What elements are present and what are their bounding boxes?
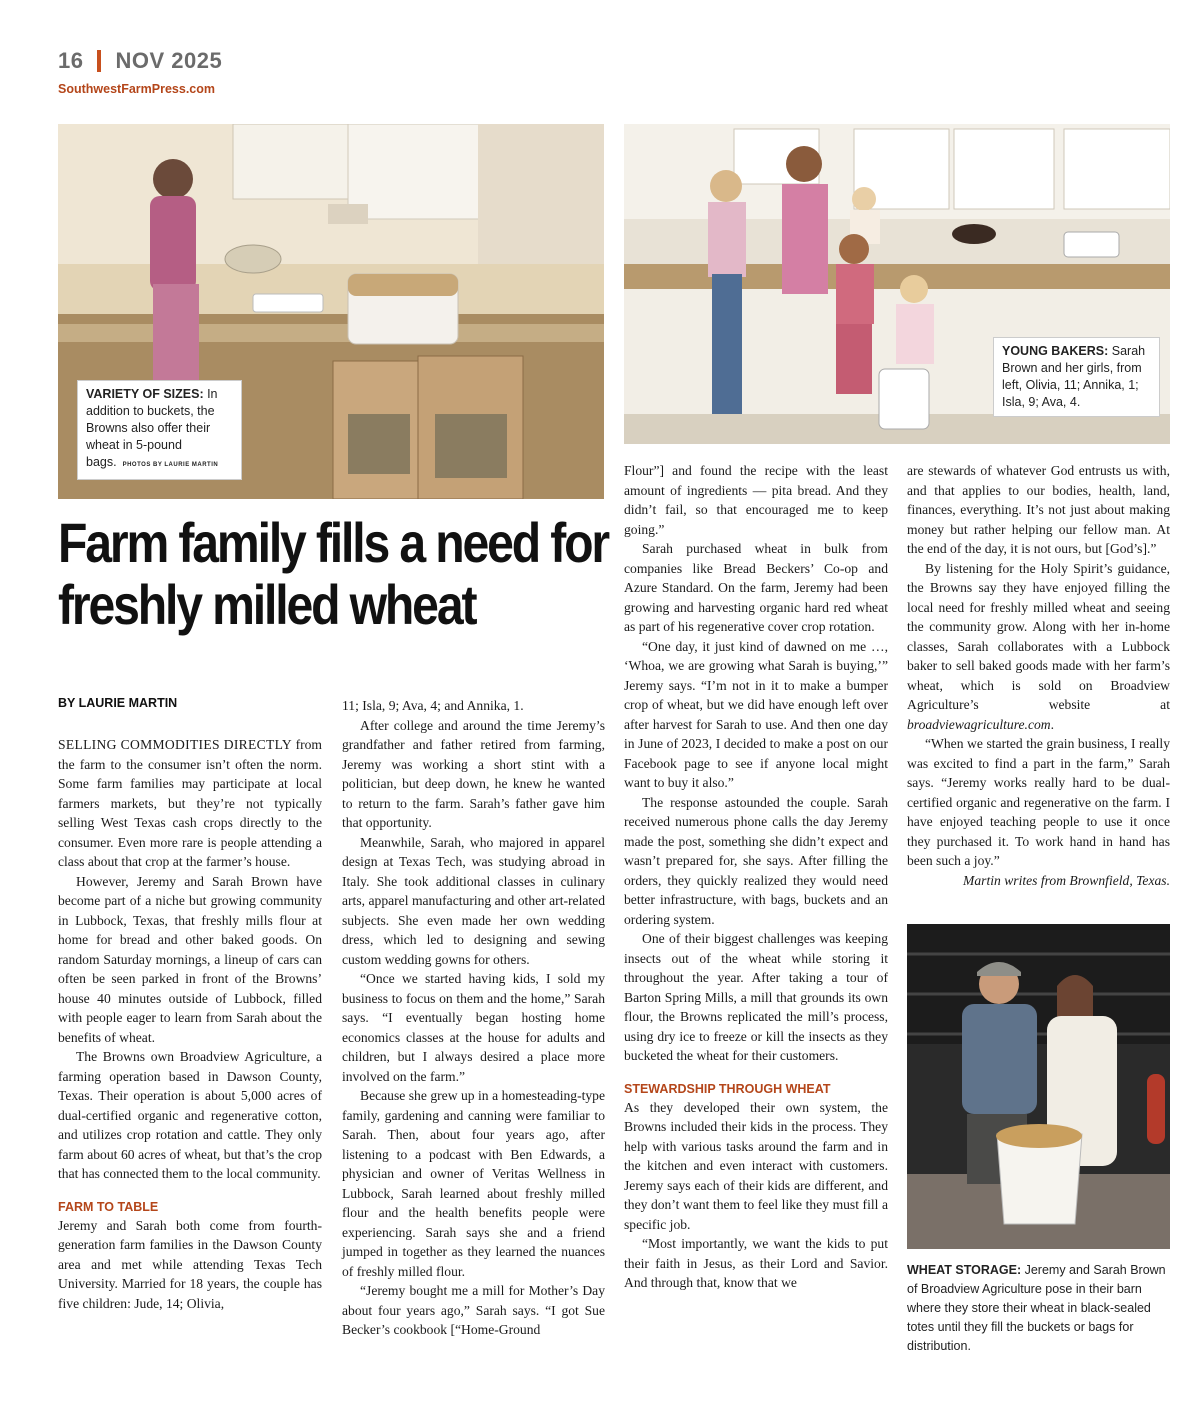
- paragraph: “When we started the grain business, I really was excited to find a part in the farm,” Sarah says. “Jeremy works really hard to be dual-certified organic and regenerative on the farm. I have enjoyed teaching people to use it once they purchased it. To work hand in hand has been such a joy.”: [907, 736, 1170, 868]
- kitchen-caption-text: In addition to buckets, the Browns also offer their wheat in 5-pound bags.: [86, 387, 218, 469]
- barn-caption-text: Jeremy and Sarah Brown of Broadview Agriculture pose in their barn where they store their wheat in black-sealed totes until they fill the buckets or bags for distribution.: [907, 1263, 1166, 1353]
- author-signoff: Martin writes from Brownfield, Texas.: [963, 872, 1170, 888]
- paragraph: are stewards of whatever God entrusts us with, and that applies to our bodies, health, land, finances, everything. It’s not just about making money but rather helping our fellow man. At the end of the day, it is not ours, but [God’s].”: [907, 463, 1170, 556]
- paragraph: One of their biggest challenges was keeping insects out of the wheat while storing it throughout the year. After taking a tour of Barton Spring Mills, a mill that grounds its own flour, the Browns replicated the mill’s process, using dry ice to freeze or kill the insects as they bucketed the wheat for their customers.: [624, 931, 888, 1063]
- barn-caption-label: WHEAT STORAGE:: [907, 1263, 1022, 1277]
- site-url[interactable]: SouthwestFarmPress.com: [58, 82, 215, 96]
- issue-date: NOV 2025: [115, 48, 223, 73]
- paragraph: Because she grew up in a homesteading-type family, gardening and canning were familiar to Sarah. Then, about four years ago, after listening to a podcast with Ben Edwards, a physician and owner of Veritas Wellness in Lubbock, Sarah learned about freshly milled flour and the health benefits people were experiencing. Sarah says she and a friend jumped in together as they learned the nuances of freshly milled flour.: [342, 1088, 605, 1279]
- page-number: 16: [58, 48, 84, 73]
- photo-credit: PHOTOS BY LAURIE MARTIN: [122, 462, 219, 468]
- family-caption-label: YOUNG BAKERS:: [1002, 344, 1109, 358]
- paragraph: “Once we started having kids, I sold my business to focus on them and the home,” Sarah says. “I eventually began hosting home economics classes at the house for adults and children, but I always desired a place more involved on the farm.”: [342, 971, 605, 1084]
- barn-photo: [907, 924, 1170, 1249]
- paragraph: Jeremy and Sarah both come from fourth-generation farm families in the Dawson County area and met while attending Texas Tech University. Married for 18 years, the couple has five children: Jude, 14; Olivia,: [58, 1217, 322, 1311]
- byline: BY LAURIE MARTIN: [58, 696, 178, 710]
- folio-divider: [97, 50, 101, 72]
- paragraph: However, Jeremy and Sarah Brown have become part of a niche but growing community in Lubbock, Texas, that freshly mills flour at home for bread and other baked goods. On random Saturday mornings, a lineup of cars can often be seen parked in front of the Browns’ house 40 minutes outside of Lubbock, filled with people eager to learn from Sarah about the benefits of wheat.: [58, 873, 322, 1045]
- website-link[interactable]: broadviewagriculture.com: [907, 716, 1051, 732]
- paragraph: The response astounded the couple. Sarah received numerous phone calls the day Jeremy made the post, something she didn’t expect and wasn’t prepared for, she says. After filling the orders, they quickly realized they would need better infrastructure, with bags, buckets and an ordering system.: [624, 794, 888, 927]
- article-column-4: [907, 461, 1170, 890]
- barn-photo-illustration: [907, 924, 1170, 1249]
- paragraph: As they developed their own system, the Browns included their kids in the process. They help with various tasks around the farm and in the kitchen and even interact with customers. Jeremy says each of their kids are different, and they don’t want them to feel like they must fill a specific job.: [624, 1099, 888, 1232]
- headline: Farm family fills a need for freshly milled wheat: [58, 511, 609, 636]
- article-column-1: [58, 735, 322, 1313]
- paragraph: “One day, it just kind of dawned on me …, ‘Whoa, we are growing what Sarah is buying,’” Jeremy says. “I’m not in it to make a bumper crop of wheat, but we did have enough left over after harvest for Sarah to use. And then one day in June of 2023, I decided to make a post on our Facebook page to see if anyone local might want to buy it also.”: [624, 638, 888, 790]
- paragraph: After college and around the time Jeremy’s grandfather and father retired from farming, Jeremy was working a short stint with a politician, but deep down, he knew he wanted to return to the farm. Sarah’s father gave him that opportunity.: [342, 717, 605, 830]
- article-column-2: [342, 696, 605, 1340]
- paragraph: Sarah purchased wheat in bulk from companies like Bread Beckers’ Co-op and Azure Standard. On the farm, Jeremy had been growing and harvesting organic hard red wheat as part of his regenerative cover crop rotation.: [624, 541, 888, 634]
- paragraph: Meanwhile, Sarah, who majored in apparel design at Texas Tech, was studying abroad in Italy. She took additional classes in culinary arts, apparel manufacturing and other art-related subjects. She even made her own wedding dress, which led to designing and sewing custom wedding gowns for others.: [342, 834, 605, 967]
- family-caption: [993, 337, 1160, 417]
- family-caption-text: Sarah Brown and her girls, from left, Olivia, 11; Annika, 1; Isla, 9; Ava, 4.: [1002, 344, 1146, 409]
- paragraph: [907, 559, 1170, 735]
- paragraph: [58, 735, 322, 872]
- article-column-3: [624, 461, 888, 1293]
- paragraph: 11; Isla, 9; Ava, 4; and Annika, 1.: [342, 698, 524, 713]
- barn-caption: [907, 1261, 1169, 1356]
- subhead-stewardship: STEWARDSHIP THROUGH WHEAT: [624, 1081, 831, 1096]
- paragraph: The Browns own Broadview Agriculture, a farming operation based in Dawson County, Texas. Their operation is about 5,000 acres of dual-certified organic and regenerative cotton, and utilizes crop rotation and cattle. They only farm about 60 acres of wheat, but that’s the crop that has connected them to the local community.: [58, 1049, 322, 1181]
- kitchen-caption: [77, 380, 242, 480]
- paragraph-text: from the farm to the consumer isn’t often the norm. Some farm families may participate at local farmers markets, but they’re not typically selling West Texas cash crops directly to the consumer. Even more rare is people attending a class about that crop at the farmer’s house.: [58, 737, 322, 869]
- kitchen-caption-label: VARIETY OF SIZES:: [86, 387, 204, 401]
- paragraph: “Most importantly, we want the kids to put their faith in Jesus, as their Lord and Savior. And through that, know that we: [624, 1236, 888, 1290]
- lead-in: SELLING COMMODITIES DIRECTLY: [58, 737, 292, 752]
- subhead-farm-to-table: FARM TO TABLE: [58, 1199, 159, 1214]
- paragraph: Flour”] and found the recipe with the least amount of ingredients — pita bread. And they didn’t fail, so that encouraged me to keep going.”: [624, 463, 888, 537]
- paragraph-text: .: [1050, 716, 1054, 732]
- paragraph-text: By listening for the Holy Spirit’s guidance, the Browns say they have enjoyed filling the local need for freshly milled wheat and seeing the community grow. Along with her in-home classes, Sarah collaborates with a Lubbock baker to sell baked goods made with her farm’s wheat, which is sold on Broadview Agriculture’s website at: [907, 560, 1170, 712]
- paragraph: “Jeremy bought me a mill for Mother’s Day about four years ago,” Sarah says. “I got Sue Becker’s cookbook [“Home-Ground: [342, 1283, 605, 1337]
- page-folio: [58, 48, 222, 74]
